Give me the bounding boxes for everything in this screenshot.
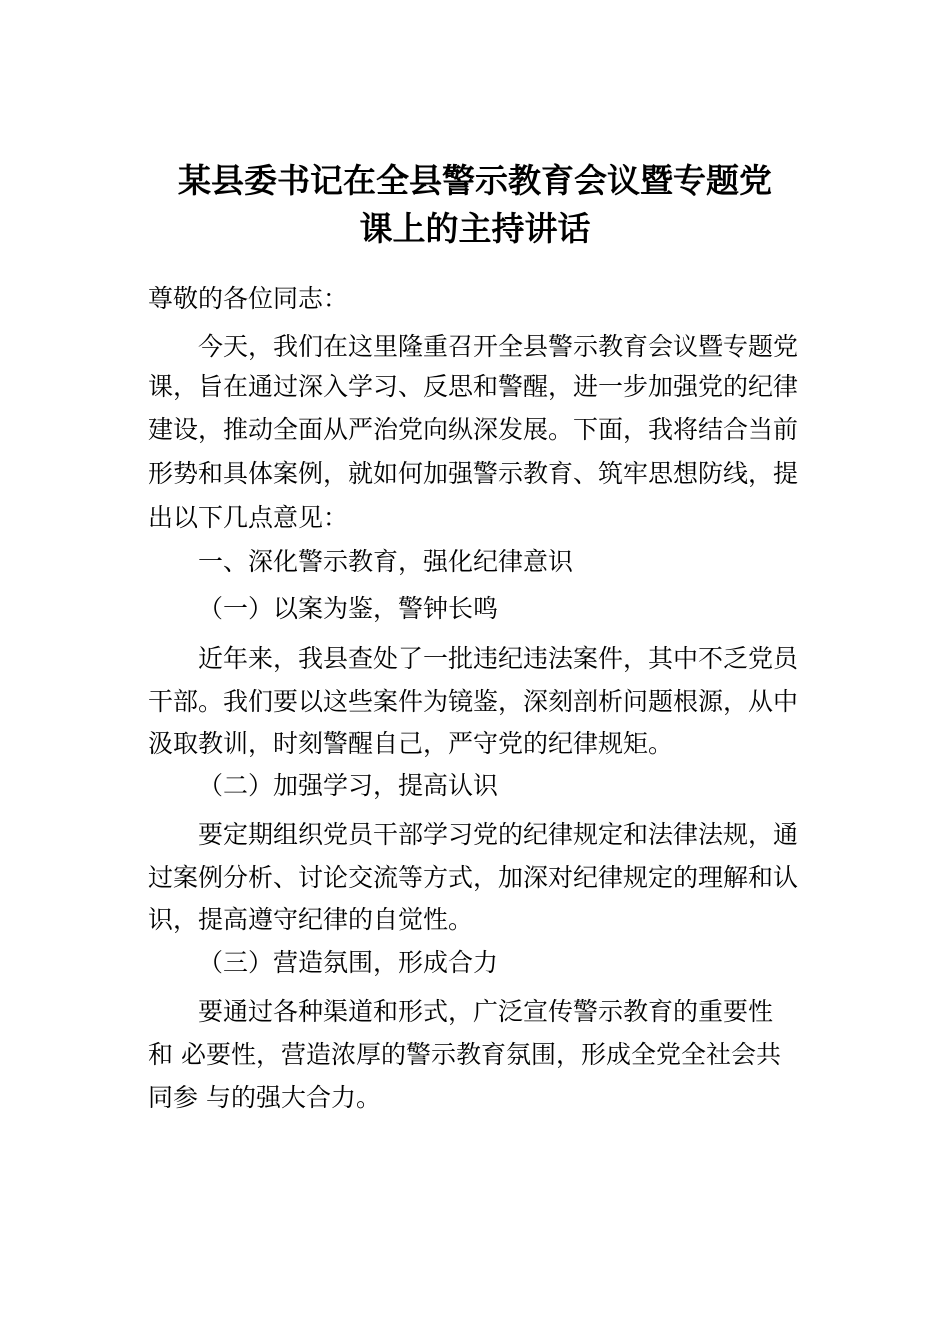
sub-3-heading: （三）营造氛围，形成合力 [198, 948, 499, 977]
sub-1-heading: （一）以案为鉴，警钟长鸣 [198, 594, 499, 623]
sub-2-heading: （二）加强学习，提高认识 [198, 771, 499, 800]
intro-line-1: 今天，我们在这里隆重召开全县警示教育会议暨专题党 [198, 332, 799, 361]
sub-2-body-line-1: 要定期组织党员干部学习党的纪律规定和法律法规，通 [198, 820, 799, 849]
intro-line-2: 课，旨在通过深入学习、反思和警醒，进一步加强党的纪律 [148, 372, 799, 401]
intro-line-3: 建设，推动全面从严治党向纵深发展。下面，我将结合当前 [148, 415, 799, 444]
intro-line-5: 出以下几点意见： [148, 503, 349, 532]
document-title-line-1: 某县委书记在全县警示教育会议暨专题党 [178, 161, 772, 200]
sub-3-body-line-1: 要通过各种渠道和形式，广泛宣传警示教育的重要性 [198, 997, 774, 1026]
salutation: 尊敬的各位同志： [148, 284, 349, 313]
sub-3-body-line-3: 同参 与的强大合力。 [148, 1083, 381, 1112]
sub-3-body-line-2: 和 必要性，营造浓厚的警示教育氛围，形成全党全社会共 [148, 1040, 781, 1069]
section-1-heading: 一、深化警示教育，强化纪律意识 [198, 547, 574, 576]
sub-1-body-line-2: 干部。我们要以这些案件为镜鉴，深刻剖析问题根源，从中 [148, 687, 799, 716]
document-title-line-2: 课上的主持讲话 [359, 209, 591, 248]
sub-2-body-line-2: 过案例分析、讨论交流等方式，加深对纪律规定的理解和认 [148, 863, 799, 892]
intro-line-4: 形势和具体案例，就如何加强警示教育、筑牢思想防线，提 [148, 459, 799, 488]
sub-1-body-line-1: 近年来，我县查处了一批违纪违法案件，其中不乏党员 [198, 644, 799, 673]
sub-1-body-line-3: 汲取教训，时刻警醒自己，严守党的纪律规矩。 [148, 729, 674, 758]
sub-2-body-line-3: 识，提高遵守纪律的自觉性。 [148, 905, 474, 934]
